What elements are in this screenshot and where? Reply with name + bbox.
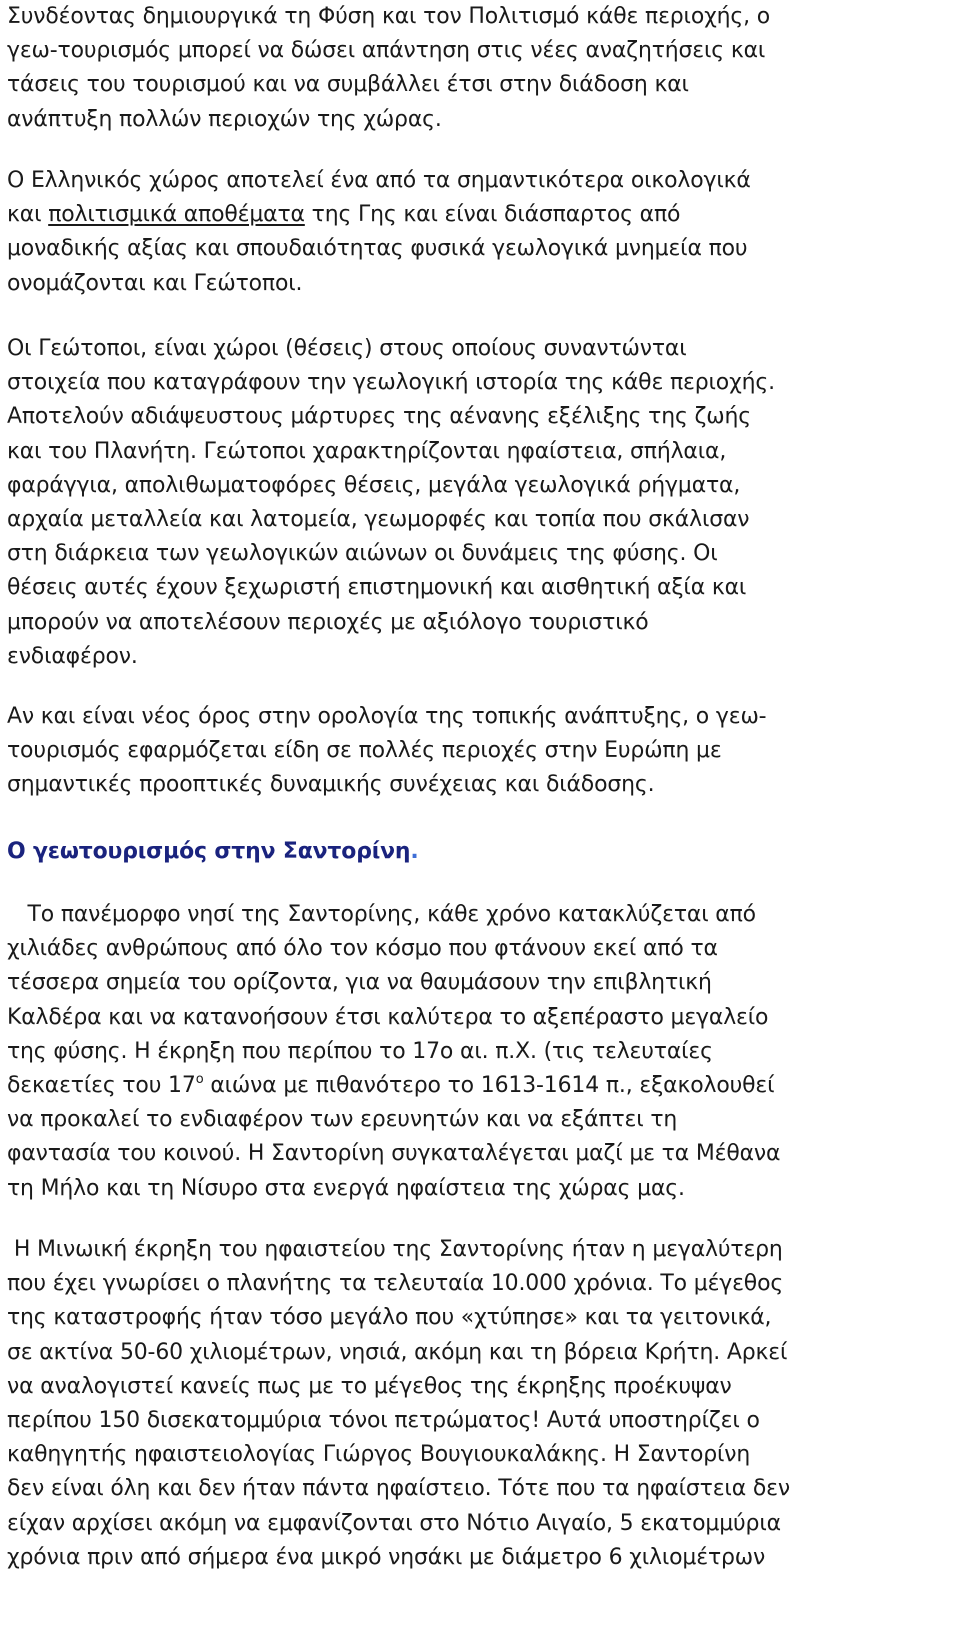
text-line: Αποτελούν αδιάψευστους μάρτυρες της αένανης εξέλιξης της ζωής [7, 404, 751, 430]
text-line: ανάπτυξη πολλών περιοχών της χώρας. [7, 106, 442, 132]
text-line: σημαντικές προοπτικές δυναμικής συνέχειας και διάδοσης. [7, 772, 655, 798]
text-line: που έχει γνωρίσει ο πλανήτης τα τελευταία 10.000 χρόνια. Το μέγεθος [7, 1271, 784, 1297]
text-line: χιλιάδες ανθρώπους από όλο τον κόσμο που φτάνουν εκεί από τα [7, 936, 718, 962]
text-line: στη διάρκεια των γεωλογικών αιώνων οι δυνάμεις της φύσης. Οι [7, 541, 718, 567]
text-line: δεν είναι όλη και δεν ήταν πάντα ηφαίστειο. Τότε που τα ηφαίστεια δεν [7, 1476, 790, 1502]
text-line [7, 198, 957, 232]
text-line: μπορούν να αποτελέσουν περιοχές με αξιόλογο τουριστικό [7, 609, 649, 635]
paragraph-geosites [7, 332, 957, 674]
text-line: Οι Γεώτοποι, είναι χώροι (θέσεις) στους οποίους συναντώνται [7, 336, 687, 361]
text-segment: αιώνα με πιθανότερο το 1613-1614 π., εξακολουθεί [203, 1072, 775, 1098]
text-line: Η Μινωική έκρηξη του ηφαιστείου της Σαντορίνης ήταν η μεγαλύτερη [7, 1237, 783, 1262]
text-line: Ο Ελληνικός χώρος αποτελεί ένα από τα σημαντικότερα οικολογικά [7, 168, 751, 193]
text-line: τουρισμός εφαρμόζεται είδη σε πολλές περιοχές στην Ευρώπη με [7, 738, 722, 764]
text-line: Αν και είναι νέος όρος στην ορολογία της τοπικής ανάπτυξης, ο γεω- [7, 704, 767, 729]
text-line: και του Πλανήτη. Γεώτοποι χαρακτηρίζονται ηφαίστεια, σπήλαια, [7, 438, 727, 464]
text-line: περίπου 150 δισεκατομμύρια τόνοι πετρώματος! Αυτά υποστηρίζει ο [7, 1407, 760, 1433]
text-line: χρόνια πριν από σήμερα ένα μικρό νησάκι με διάμετρο 6 χιλιομέτρων [7, 1544, 766, 1570]
text-line: Συνδέοντας δημιουργικά τη Φύση και τον Πολιτισμό κάθε περιοχής, ο [7, 4, 771, 29]
text-line: τη Μήλο και τη Νίσυρο στα ενεργά ηφαίστεια της χώρας μας. [7, 1175, 685, 1201]
paragraph-intro [7, 0, 957, 137]
text-line: μοναδικής αξίας και σπουδαιότητας φυσικά γεωλογικά μνημεία που [7, 236, 748, 262]
heading-period: . [410, 839, 419, 864]
text-line: να αναλογιστεί κανείς πως με το μέγεθος της έκρηξης προέκυψαν [7, 1373, 732, 1399]
text-line: Το πανέμορφο νησί της Σαντορίνης, κάθε χρόνο κατακλύζεται από [7, 902, 756, 927]
text-line: να προκαλεί το ενδιαφέρον των ερευνητών και να εξάπτει τη [7, 1107, 678, 1133]
section-heading [7, 835, 957, 869]
paragraph-geotourism-europe [7, 700, 957, 803]
text-line: της φύσης. Η έκρηξη που περίπου το 17ο αι. π.Χ. (τις τελευταίες [7, 1038, 713, 1064]
text-line: σε ακτίνα 50-60 χιλιομέτρων, νησιά, ακόμη και τη βόρεια Κρήτη. Αρκεί [7, 1339, 788, 1365]
text-line [7, 1069, 957, 1103]
text-line: στοιχεία που καταγράφουν την γεωλογική ιστορία της κάθε περιοχής. [7, 370, 775, 396]
text-line: της καταστροφής ήταν τόσο μεγάλο που «χτύπησε» και τα γειτονικά, [7, 1305, 772, 1331]
text-line: ενδιαφέρον. [7, 643, 138, 669]
text-line: γεω-τουρισμός μπορεί να δώσει απάντηση στις νέες αναζητήσεις και [7, 38, 766, 64]
text-line: θέσεις αυτές έχουν ξεχωριστή επιστημονική και αισθητική αξία και [7, 575, 747, 601]
text-line: φαράγγια, απολιθωματοφόρες θέσεις, μεγάλα γεωλογικά ρήγματα, [7, 472, 741, 498]
text-line: ονομάζονται και Γεώτοποι. [7, 270, 303, 296]
text-line: τάσεις του τουρισμού και να συμβάλλει έτσι στην διάδοση και [7, 72, 689, 98]
text-segment: και [7, 202, 49, 228]
text-line: αρχαία μεταλλεία και λατομεία, γεωμορφές και τοπία που σκάλισαν [7, 506, 750, 532]
superscript-o: ο [195, 1071, 204, 1087]
heading-text: Ο γεωτουρισμός στην Σαντορίνη [7, 839, 411, 864]
paragraph-santorini [7, 898, 957, 1206]
cultural-reserves-link[interactable]: πολιτισμικά αποθέματα [48, 202, 305, 228]
paragraph-minoan-eruption [7, 1233, 957, 1575]
text-segment: δεκαετίες του 17 [7, 1072, 196, 1098]
text-line: είχαν αρχίσει ακόμη να εμφανίζονται στο Νότιο Αιγαίο, 5 εκατομμύρια [7, 1510, 781, 1536]
text-line: Καλδέρα και να κατανοήσουν έτσι καλύτερα το αξεπέραστο μεγαλείο [7, 1004, 769, 1030]
text-line: καθηγητής ηφαιστειολογίας Γιώργος Βουγιουκαλάκης. Η Σαντορίνη [7, 1442, 751, 1468]
heading-line [7, 835, 957, 869]
text-line: τέσσερα σημεία του ορίζοντα, για να θαυμάσουν την επιβλητική [7, 970, 712, 996]
paragraph-greek-landscape [7, 164, 957, 301]
text-segment: της Γης και είναι διάσπαρτος από [304, 202, 681, 228]
text-line: φαντασία του κοινού. Η Σαντορίνη συγκαταλέγεται μαζί με τα Μέθανα [7, 1141, 781, 1167]
